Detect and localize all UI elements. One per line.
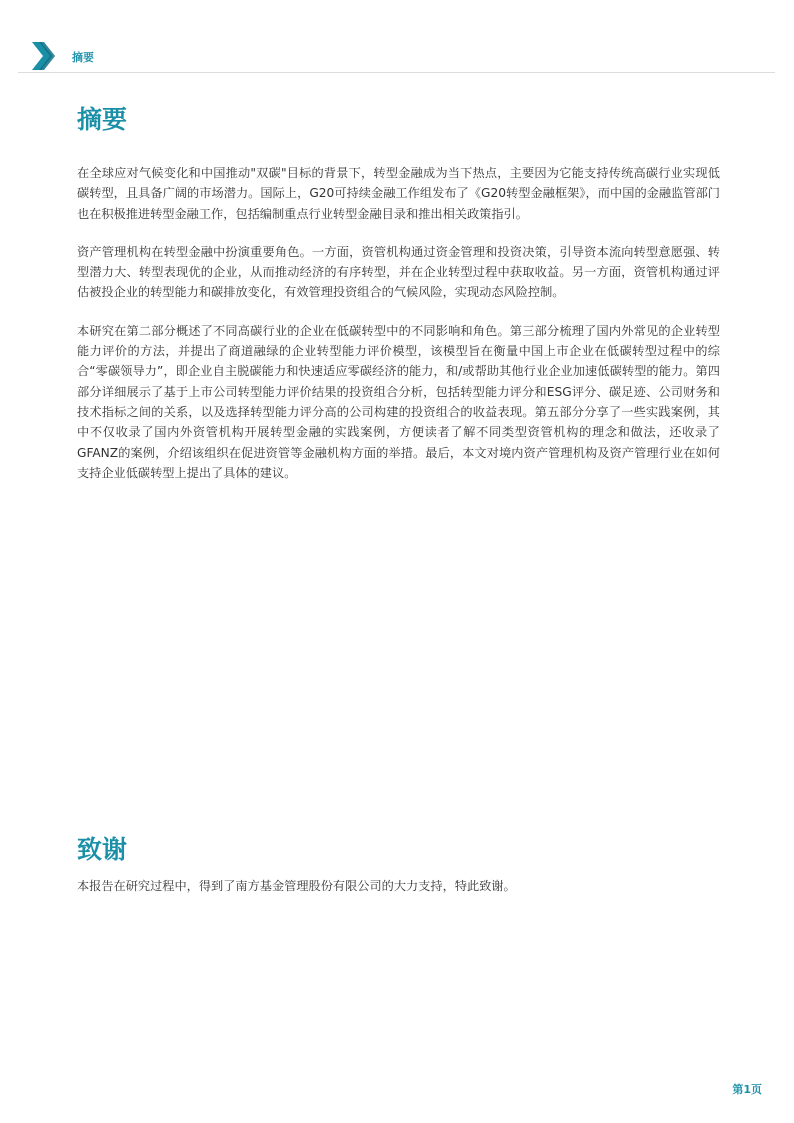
abstract-title: 摘要	[77, 105, 128, 134]
abstract-paragraph-1: 在全球应对气候变化和中国推动"双碳"目标的背景下，转型金融成为当下热点，主要因为它能支持传统高碳行业实现低碳转型，且具备广阔的市场潜力。国际上，G20可持续金融工作组发布了《G20转型金融框架》，而中国的金融监管部门也在积极推进转型金融工作，包括编制重点行业转型金融目录和推出相关政策指引。	[77, 166, 720, 221]
header-section-label: 摘要	[72, 51, 94, 64]
abstract-paragraph-2: 资产管理机构在转型金融中扮演重要角色。一方面，资管机构通过资金管理和投资决策，引导资本流向转型意愿强、转型潜力大、转型表现优的企业，从而推动经济的有序转型，并在企业转型过程中获取收益。另一方面，资管机构通过评估被投企业的转型能力和碳排放变化，有效管理投资组合的气候风险，实现动态风险控制。	[77, 244, 720, 300]
header-divider	[18, 72, 775, 73]
chevron-logo-icon	[30, 42, 56, 70]
acknowledgement-title: 致谢	[77, 835, 128, 864]
abstract-body	[77, 163, 720, 501]
page-number: 第1页	[732, 1083, 762, 1096]
abstract-paragraph-3: 本研究在第二部分概述了不同高碳行业的企业在低碳转型中的不同影响和角色。第三部分梳理了国内外常见的企业转型能力评价的方法，并提出了商道融绿的企业转型能力评价模型，该模型旨在衡量中国上市企业在低碳转型过程中的综合“零碳领导力”，即企业自主脱碳能力和快速适应零碳经济的能力，和/或帮助其他行业企业加速低碳转型的能力。第四部分详细展示了基于上市公司转型能力评价结果的投资组合分析，包括转型能力评分和ESG评分、碳足迹、公司财务和技术指标之间的关系，以及选择转型能力评分高的公司构建的投资组合的收益表现。第五部分分享了一些实践案例，其中不仅收录了国内外资管机构开展转型金融的实践案例，方便读者了解不同类型资管机构的理念和做法，还收录了GFANZ的案例，介绍该组织在促进资管等金融机构方面的举措。最后，本文对境内资产管理机构及资产管理行业在如何支持企业低碳转型上提出了具体的建议。	[77, 323, 720, 480]
acknowledgement-text: 本报告在研究过程中，得到了南方基金管理股份有限公司的大力支持，特此致谢。	[77, 879, 516, 893]
acknowledgement-body	[77, 876, 720, 914]
